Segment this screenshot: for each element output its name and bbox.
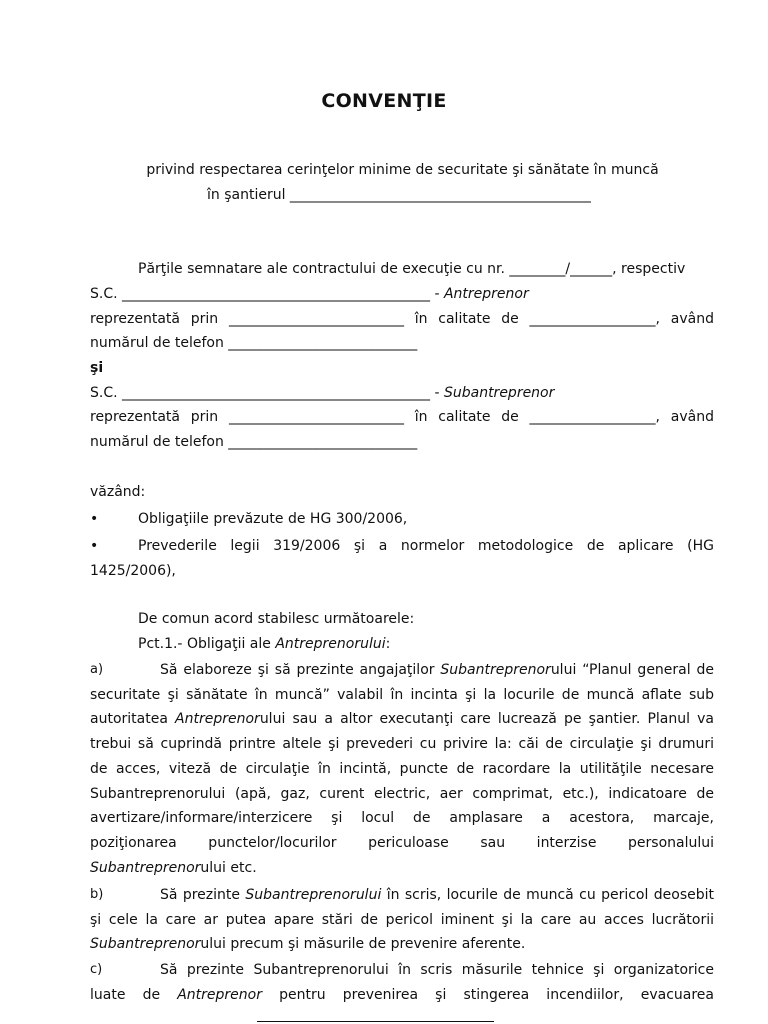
bullet-icon: • (90, 538, 99, 554)
item-a-line-9: Subantreprenorului etc. (90, 859, 257, 876)
subcontractor-phone: numărul de telefon ___________________________ (90, 434, 418, 450)
point-1-heading (138, 632, 714, 657)
bullet-icon: • (90, 511, 99, 527)
item-c-marker: c) (90, 962, 103, 977)
conjunction-and: şi (90, 360, 104, 376)
contractor-sc-blank: S.C. ____________________________________________ - (90, 286, 444, 302)
subtitle-line-1: privind respectarea cerinţelor minime de securitate şi sănătate în muncă (146, 162, 659, 178)
item-b-line-3: Subantreprenorului precum şi măsurile de prevenire aferente. (90, 936, 526, 953)
subtitle-line-2: în şantierul ___________________________________________ (207, 187, 591, 203)
item-a-line-7: avertizare/informare/interzicere şi locul de amplasare a acestora, marcaje, (90, 810, 714, 827)
document-title: CONVENŢIE (321, 90, 447, 112)
considering-item-1: Obligaţiile prevăzute de HG 300/2006, (138, 511, 408, 527)
agreement-intro: De comun acord stabilesc următoarele: (138, 611, 415, 627)
contractor-representative: reprezentată prin _________________________ în calitate de __________________, având (90, 311, 714, 327)
item-a-line-2: securitate şi sănătate în muncă” valabil în incinta şi la locurile de muncă aflate sub (90, 686, 714, 703)
item-a-line-6: Subantreprenorului (apă, gaz, curent electric, aer comprimat, etc.), indicatoare de (90, 785, 714, 802)
item-a-line-5: de acces, viteză de circulaţie în incintă, puncte de racordare la utilităţile necesare (90, 760, 714, 777)
contractor-phone: numărul de telefon ___________________________ (90, 335, 418, 351)
item-b-line-2: şi cele la care ar putea apare stări de pericol iminent şi la care au acces lucrătorii (90, 911, 714, 928)
item-a-line-4: trebui să cuprindă printre altele şi prevederi cu privire la: căi de circulaţie şi drumuri (90, 736, 714, 753)
considering-label: văzând: (90, 484, 146, 500)
point-1-role: Antreprenorului (275, 636, 386, 652)
item-a-line-3: autoritatea Antreprenorului sau a altor executanţi care lucrează pe şantier. Planul va (90, 711, 714, 728)
item-c-line-2: luate de Antreprenor pentru prevenirea şi stingerea incendiilor, evacuarea (90, 986, 714, 1003)
item-a-line-1: Să elaboreze şi să prezinte angajaţilor Subantreprenorului “Planul general de (160, 662, 714, 678)
item-c-paragraph (90, 958, 714, 1007)
item-a-paragraph (90, 658, 714, 880)
subcontractor-sc-blank: S.C. ____________________________________________ - (90, 385, 444, 401)
item-b-paragraph (90, 883, 714, 957)
contractor-line (90, 282, 714, 307)
considering-item-2-line-1: Prevederile legii 319/2006 şi a normelor metodologice de aplicare (HG (138, 538, 714, 554)
item-b-line-1: Să prezinte Subantreprenorului în scris, locurile de muncă cu pericol deosebit (160, 887, 715, 903)
item-a-line-8: poziţionarea punctelor/locurilor periculoase sau interzise personalului (90, 834, 714, 851)
point-1-suffix: : (385, 636, 391, 652)
subcontractor-representative: reprezentată prin _________________________ în calitate de __________________, având (90, 409, 714, 425)
item-b-marker: b) (90, 887, 104, 902)
item-c-line-1: Să prezinte Subantreprenorului în scris măsurile tehnice şi organizatorice (160, 962, 714, 978)
subcontractor-role: Subantreprenor (443, 385, 555, 401)
contractor-role: Antreprenor (443, 286, 529, 302)
point-1-prefix: Pct.1.- Obligaţii ale (138, 636, 276, 652)
footer-rule (257, 1021, 494, 1022)
considering-item-2-line-2: 1425/2006), (90, 563, 176, 579)
parties-intro: Părţile semnatare ale contractului de execuţie cu nr. ________/______, respectiv (138, 261, 686, 277)
item-a-marker: a) (90, 662, 104, 677)
subcontractor-line (90, 381, 714, 406)
